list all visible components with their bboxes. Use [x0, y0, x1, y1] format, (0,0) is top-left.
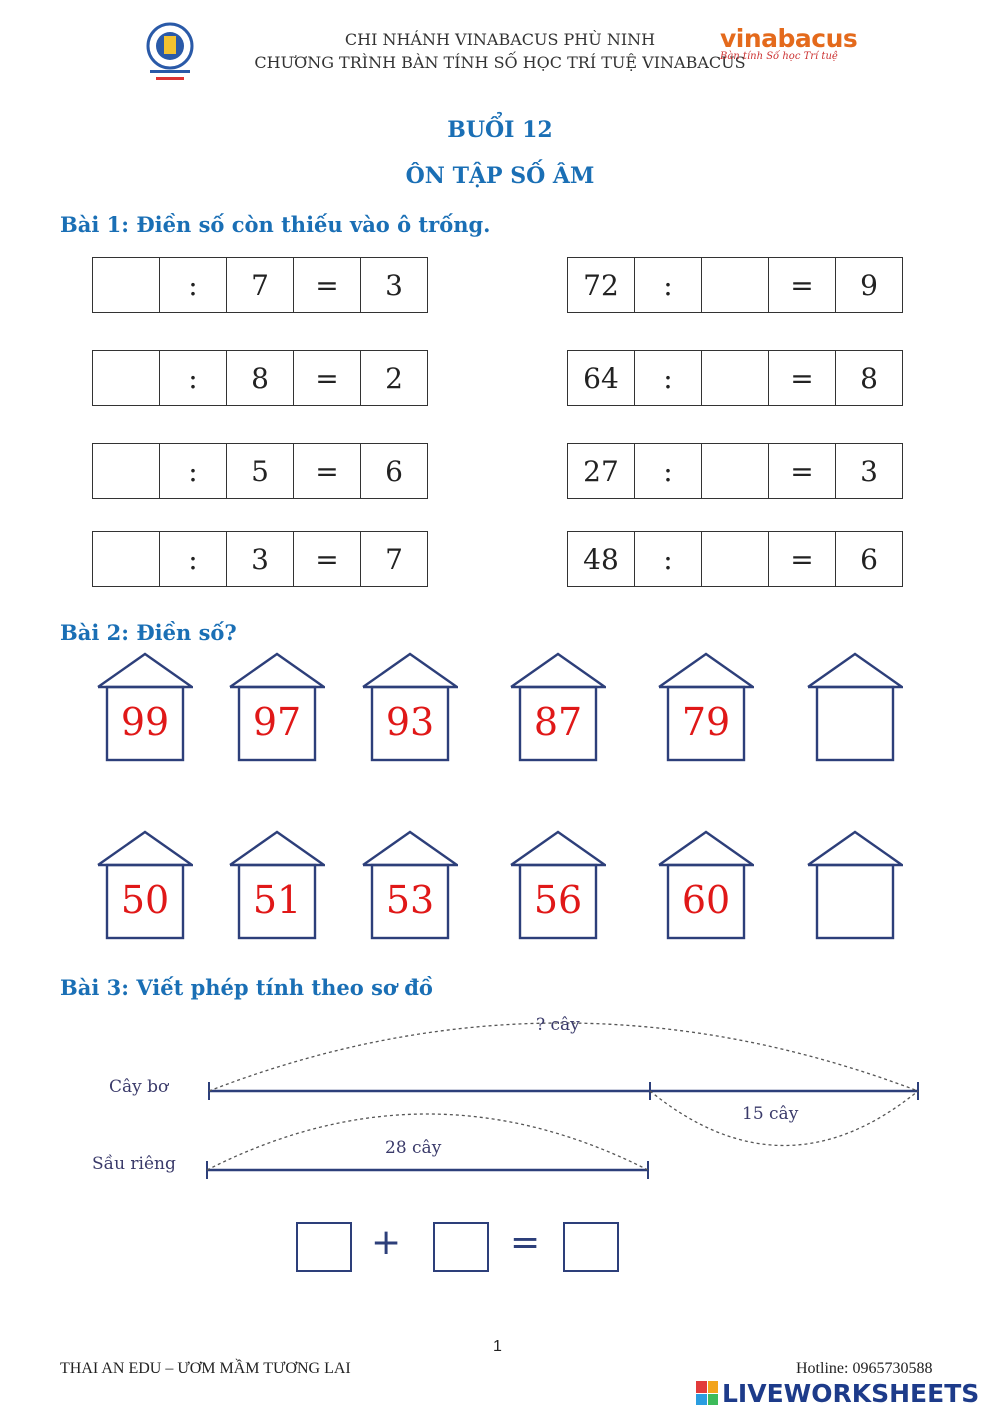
plus-sign: + — [371, 1222, 402, 1263]
house-number: 51 — [252, 878, 302, 922]
footer-hotline: Hotline: 0965730588 — [796, 1360, 933, 1377]
eq-cell: = — [769, 351, 836, 406]
eq-cell: 6 — [836, 532, 903, 587]
exercise-2-heading: Bài 2: Điền số? — [60, 620, 237, 645]
number-house — [658, 830, 754, 942]
number-house — [510, 830, 606, 942]
house-number: 79 — [681, 700, 731, 744]
eq-cell: 72 — [568, 258, 635, 313]
eq-cell: = — [294, 444, 361, 499]
answer-cell[interactable] — [702, 258, 769, 313]
house-number — [817, 868, 893, 932]
equation-left-3 — [92, 443, 428, 499]
house-number — [817, 690, 893, 754]
total-trees-label: ? cây — [536, 1015, 580, 1035]
eq-cell: : — [160, 351, 227, 406]
eq-cell: = — [769, 444, 836, 499]
answer-cell[interactable] — [93, 258, 160, 313]
number-house — [362, 652, 458, 764]
number-house — [229, 652, 325, 764]
house-number: 93 — [385, 700, 435, 744]
eq-cell: : — [160, 258, 227, 313]
equation-right-2 — [567, 350, 903, 406]
eq-cell: = — [294, 258, 361, 313]
vinabacus-logo — [720, 24, 860, 70]
equation-left-1 — [92, 257, 428, 313]
house-number: 97 — [252, 700, 302, 744]
answer-cell[interactable] — [93, 444, 160, 499]
equation-right-3 — [567, 443, 903, 499]
eq-cell: 5 — [227, 444, 294, 499]
number-house — [658, 652, 754, 764]
house-number: 56 — [533, 878, 583, 922]
equation-right-4 — [567, 531, 903, 587]
footer-left: THAI AN EDU – ƯƠM MẦM TƯƠNG LAI — [60, 1360, 351, 1377]
answer-box-2[interactable] — [433, 1222, 489, 1272]
page-subtitle: ÔN TẬP SỐ ÂM — [405, 163, 595, 189]
eq-cell: 8 — [227, 351, 294, 406]
durian-label: Sầu riêng — [92, 1154, 176, 1174]
eq-cell: 48 — [568, 532, 635, 587]
eq-cell: 3 — [836, 444, 903, 499]
eq-cell: 7 — [227, 258, 294, 313]
answer-cell[interactable] — [702, 532, 769, 587]
exercise-3-heading: Bài 3: Viết phép tính theo sơ đồ — [60, 975, 433, 1000]
house-number: 99 — [120, 700, 170, 744]
house-number: 60 — [681, 878, 731, 922]
exercise-1-heading: Bài 1: Điền số còn thiếu vào ô trống. — [60, 212, 491, 237]
eq-cell: : — [635, 258, 702, 313]
answer-box-3[interactable] — [563, 1222, 619, 1272]
extra-trees-label: 15 cây — [742, 1104, 799, 1124]
number-house — [362, 830, 458, 942]
page-number: 1 — [493, 1338, 502, 1355]
eq-cell: = — [294, 351, 361, 406]
eq-cell: 2 — [361, 351, 428, 406]
house-number: 53 — [385, 878, 435, 922]
avocado-label: Cây bơ — [109, 1077, 169, 1097]
eq-cell: 64 — [568, 351, 635, 406]
answer-cell[interactable] — [93, 532, 160, 587]
eq-cell: 3 — [227, 532, 294, 587]
eq-cell: 9 — [836, 258, 903, 313]
left-logo — [140, 22, 200, 84]
eq-cell: = — [294, 532, 361, 587]
equals-sign: = — [510, 1222, 541, 1263]
durian-count-label: 28 cây — [385, 1138, 442, 1158]
eq-cell: : — [160, 444, 227, 499]
answer-box-1[interactable] — [296, 1222, 352, 1272]
eq-cell: 7 — [361, 532, 428, 587]
number-house — [229, 830, 325, 942]
number-house[interactable] — [807, 652, 903, 764]
eq-cell: : — [635, 532, 702, 587]
liveworksheets-icon — [696, 1381, 718, 1405]
eq-cell: = — [769, 532, 836, 587]
eq-cell: : — [635, 351, 702, 406]
eq-cell: 8 — [836, 351, 903, 406]
answer-cell[interactable] — [93, 351, 160, 406]
header-line-2: CHƯƠNG TRÌNH BÀN TÍNH SỐ HỌC TRÍ TUỆ VINABACUS — [254, 53, 746, 72]
equation-right-1 — [567, 257, 903, 313]
eq-cell: : — [635, 444, 702, 499]
house-number: 50 — [120, 878, 170, 922]
number-house — [510, 652, 606, 764]
eq-cell: = — [769, 258, 836, 313]
vinabacus-brand: vinabacus — [720, 24, 858, 53]
equation-left-4 — [92, 531, 428, 587]
house-number: 87 — [533, 700, 583, 744]
answer-cell[interactable] — [702, 444, 769, 499]
header-line-1: CHI NHÁNH VINABACUS PHÙ NINH — [344, 30, 656, 49]
liveworksheets-logo — [696, 1378, 979, 1408]
vinabacus-tagline: Bàn tính Số học Trí tuệ — [720, 51, 838, 62]
eq-cell: 3 — [361, 258, 428, 313]
number-house[interactable] — [807, 830, 903, 942]
page-title: BUỔI 12 — [447, 117, 553, 143]
eq-cell: 6 — [361, 444, 428, 499]
number-house — [97, 652, 193, 764]
answer-cell[interactable] — [702, 351, 769, 406]
liveworksheets-text: LIVEWORKSHEETS — [722, 1378, 980, 1408]
eq-cell: : — [160, 532, 227, 587]
number-house — [97, 830, 193, 942]
equation-left-2 — [92, 350, 428, 406]
eq-cell: 27 — [568, 444, 635, 499]
